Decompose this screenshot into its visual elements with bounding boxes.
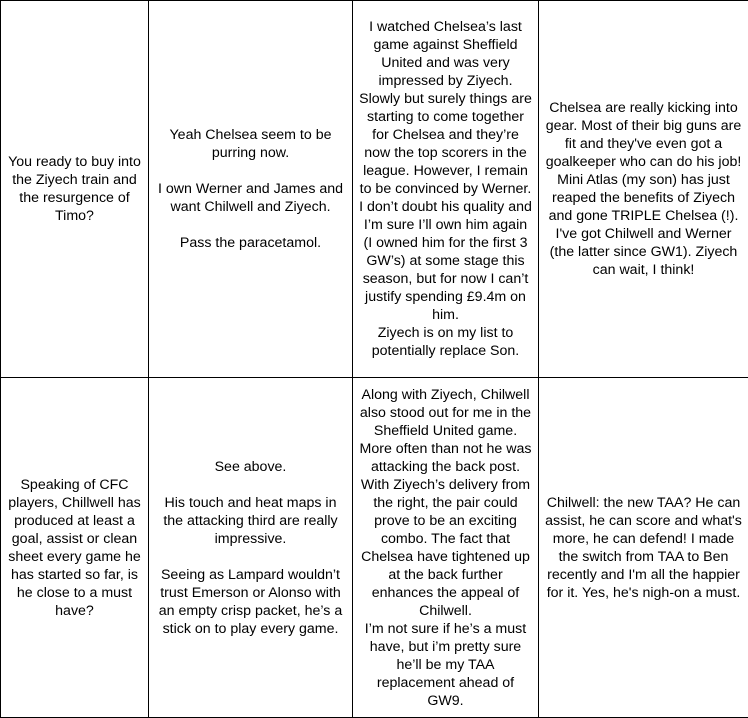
question-cell bbox=[1, 1, 149, 378]
answer-cell bbox=[539, 1, 748, 378]
question-cell bbox=[1, 378, 149, 718]
table-row bbox=[1, 378, 748, 718]
answer-paragraph: Ziyech is on my list to potentially replace Son. bbox=[358, 324, 533, 360]
answer-paragraph: Chelsea are really kicking into gear. Most of their big guns are fit and they've even got a goalkeeper who can do his job! Mini Atlas (my son) has just reaped the benefits of Ziyech and gone TRIPLE Chelsea (!). I've got Chilwell and Werner (the latter since GW1). Ziyech can wait, I think! bbox=[544, 99, 743, 279]
answer-paragraph: Yeah Chelsea seem to be purring now. bbox=[154, 126, 347, 162]
answer-paragraph: See above. bbox=[154, 458, 347, 476]
answer-paragraph: Seeing as Lampard wouldn’t trust Emerson or Alonso with an empty crisp packet, he’s a stick on to play every game. bbox=[154, 566, 347, 638]
answer-cell bbox=[539, 378, 748, 718]
answer-paragraph: I’m not sure if he’s a must have, but i’m pretty sure he’ll be my TAA replacement ahead of GW9. bbox=[358, 620, 533, 710]
answer-paragraph: Pass the paracetamol. bbox=[154, 234, 347, 252]
question-text: Speaking of CFC players, Chillwell has produced at least a goal, assist or clean sheet every game he has started so far, is he close to a must have? bbox=[6, 476, 143, 620]
question-text: You ready to buy into the Ziyech train and the resurgence of Timo? bbox=[6, 153, 143, 225]
answer-paragraph: Chilwell: the new TAA? He can assist, he can score and what's more, he can defend! I made the switch from TAA to Ben recently and I'm all the happier for it. Yes, he's nigh-on a must. bbox=[544, 494, 743, 602]
answer-paragraph: Along with Ziyech, Chilwell also stood out for me in the Sheffield United game. More often than not he was attacking the back post. With Ziyech’s delivery from the right, the pair could prove to be an exciting combo. The fact that Chelsea have tightened up at the back further enhances the appeal of Chilwell. bbox=[358, 386, 533, 620]
table-row bbox=[1, 1, 748, 378]
answer-cell bbox=[149, 1, 353, 378]
answer-paragraph: I own Werner and James and want Chilwell and Ziyech. bbox=[154, 180, 347, 216]
answer-cell bbox=[149, 378, 353, 718]
answer-cell bbox=[353, 378, 539, 718]
answer-paragraph: I watched Chelsea’s last game against Sheffield United and was very impressed by Ziyech. Slowly but surely things are starting to come together for Chelsea and they’re now the top scorers in the league. However, I remain to be convinced by Werner. I don’t doubt his quality and I’m sure I’ll own him again (I owned him for the first 3 GW’s) at some stage this season, but for now I can’t justify spending £9.4m on him. bbox=[358, 18, 533, 324]
answer-cell bbox=[353, 1, 539, 378]
answer-paragraph: His touch and heat maps in the attacking third are really impressive. bbox=[154, 494, 347, 548]
